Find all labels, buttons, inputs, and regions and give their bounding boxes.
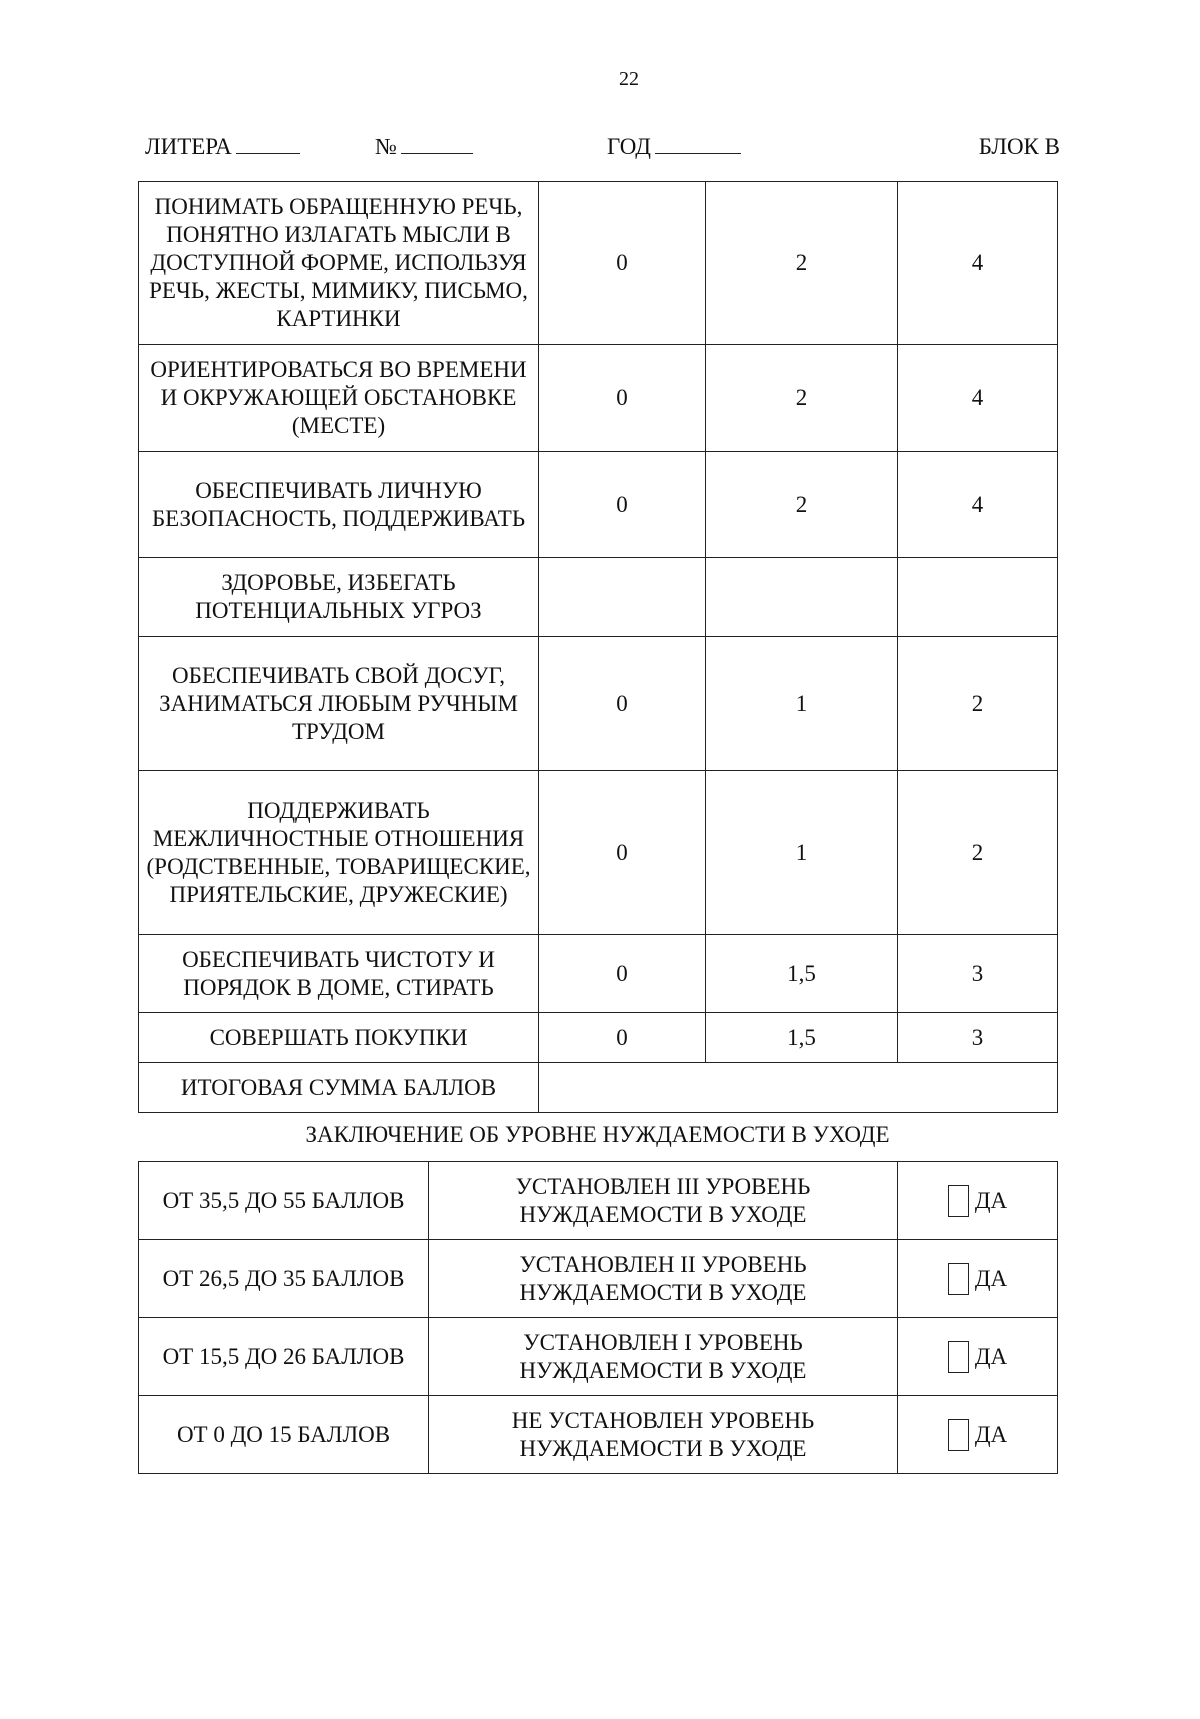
score-cell[interactable]: 0 bbox=[539, 771, 706, 935]
table-row bbox=[139, 935, 1058, 1013]
result-cell: НЕ УСТАНОВЛЕН УРОВЕНЬ НУЖДАЕМОСТИ В УХОДЕ bbox=[429, 1396, 898, 1474]
table-row bbox=[139, 558, 1058, 637]
number-field bbox=[375, 134, 473, 160]
range-cell: ОТ 0 ДО 15 БАЛЛОВ bbox=[139, 1396, 429, 1474]
score-cell[interactable]: 1,5 bbox=[706, 1013, 898, 1063]
litera-field bbox=[145, 134, 300, 160]
year-blank[interactable] bbox=[655, 135, 741, 154]
total-label: ИТОГОВАЯ СУММА БАЛЛОВ bbox=[139, 1063, 539, 1113]
table-row bbox=[139, 345, 1058, 452]
activity-cell: ЗДОРОВЬЕ, ИЗБЕГАТЬ ПОТЕНЦИАЛЬНЫХ УГРОЗ bbox=[139, 558, 539, 637]
activity-cell: ПОДДЕРЖИВАТЬ МЕЖЛИЧНОСТНЫЕ ОТНОШЕНИЯ (РОДСТВЕННЫЕ, ТОВАРИЩЕСКИЕ, ПРИЯТЕЛЬСКИЕ, ДРУЖЕСКИЕ) bbox=[139, 771, 539, 935]
score-table bbox=[138, 181, 1058, 1113]
score-cell[interactable]: 0 bbox=[539, 637, 706, 771]
page-number: 22 bbox=[619, 68, 639, 90]
table-row bbox=[139, 1396, 1058, 1474]
score-cell[interactable]: 0 bbox=[539, 182, 706, 345]
activity-cell: ОРИЕНТИРОВАТЬСЯ ВО ВРЕМЕНИ И ОКРУЖАЮЩЕЙ ОБСТАНОВКЕ (МЕСТЕ) bbox=[139, 345, 539, 452]
activity-cell: ОБЕСПЕЧИВАТЬ СВОЙ ДОСУГ, ЗАНИМАТЬСЯ ЛЮБЫМ РУЧНЫМ ТРУДОМ bbox=[139, 637, 539, 771]
score-cell[interactable]: 4 bbox=[898, 182, 1058, 345]
score-cell[interactable]: 3 bbox=[898, 1013, 1058, 1063]
table-row bbox=[139, 771, 1058, 935]
score-cell[interactable]: 4 bbox=[898, 345, 1058, 452]
table-row bbox=[139, 182, 1058, 345]
score-cell[interactable]: 2 bbox=[706, 452, 898, 558]
table-row bbox=[139, 452, 1058, 558]
score-cell[interactable]: 0 bbox=[539, 935, 706, 1013]
litera-blank[interactable] bbox=[236, 135, 300, 154]
number-blank[interactable] bbox=[401, 135, 473, 154]
activity-cell: ОБЕСПЕЧИВАТЬ ЛИЧНУЮ БЕЗОПАСНОСТЬ, ПОДДЕРЖИВАТЬ bbox=[139, 452, 539, 558]
table-row bbox=[139, 1162, 1058, 1240]
checkbox-label: ДА bbox=[974, 1343, 1008, 1369]
range-cell: ОТ 15,5 ДО 26 БАЛЛОВ bbox=[139, 1318, 429, 1396]
conclusion-title: ЗАКЛЮЧЕНИЕ ОБ УРОВНЕ НУЖДАЕМОСТИ В УХОДЕ bbox=[305, 1122, 890, 1147]
checkbox-label: ДА bbox=[974, 1421, 1008, 1447]
year-field bbox=[607, 134, 741, 160]
form-header bbox=[145, 134, 1060, 164]
score-cell[interactable]: 1 bbox=[706, 771, 898, 935]
score-cell[interactable]: 0 bbox=[539, 452, 706, 558]
table-row bbox=[139, 1013, 1058, 1063]
number-label: № bbox=[375, 134, 397, 159]
yes-checkbox-cell bbox=[898, 1318, 1058, 1396]
activity-cell: ОБЕСПЕЧИВАТЬ ЧИСТОТУ И ПОРЯДОК В ДОМЕ, СТИРАТЬ bbox=[139, 935, 539, 1013]
score-cell[interactable]: 2 bbox=[898, 637, 1058, 771]
score-cell[interactable]: 2 bbox=[898, 771, 1058, 935]
yes-checkbox-cell bbox=[898, 1162, 1058, 1240]
conclusion-table bbox=[138, 1161, 1058, 1474]
checkbox[interactable] bbox=[948, 1341, 969, 1373]
score-cell[interactable]: 1,5 bbox=[706, 935, 898, 1013]
result-cell: УСТАНОВЛЕН II УРОВЕНЬ НУЖДАЕМОСТИ В УХОДЕ bbox=[429, 1240, 898, 1318]
total-value-field[interactable] bbox=[539, 1063, 1058, 1113]
score-cell[interactable]: 2 bbox=[706, 345, 898, 452]
range-cell: ОТ 35,5 ДО 55 БАЛЛОВ bbox=[139, 1162, 429, 1240]
score-cell[interactable]: 4 bbox=[898, 452, 1058, 558]
yes-checkbox-cell bbox=[898, 1240, 1058, 1318]
checkbox-label: ДА bbox=[974, 1187, 1008, 1213]
total-row bbox=[139, 1063, 1058, 1113]
yes-checkbox-cell bbox=[898, 1396, 1058, 1474]
checkbox[interactable] bbox=[948, 1185, 969, 1217]
litera-label: ЛИТЕРА bbox=[145, 134, 232, 159]
activity-cell: ПОНИМАТЬ ОБРАЩЕННУЮ РЕЧЬ, ПОНЯТНО ИЗЛАГАТЬ МЫСЛИ В ДОСТУПНОЙ ФОРМЕ, ИСПОЛЬЗУЯ РЕЧЬ, ЖЕСТЫ, МИМИКУ, ПИСЬМО, КАРТИНКИ bbox=[139, 182, 539, 345]
score-cell[interactable]: 0 bbox=[539, 1013, 706, 1063]
score-cell[interactable]: 1 bbox=[706, 637, 898, 771]
block-label: БЛОК В bbox=[978, 134, 1060, 159]
score-cell[interactable] bbox=[539, 558, 706, 637]
activity-cell: СОВЕРШАТЬ ПОКУПКИ bbox=[139, 1013, 539, 1063]
checkbox[interactable] bbox=[948, 1419, 969, 1451]
score-cell[interactable] bbox=[706, 558, 898, 637]
range-cell: ОТ 26,5 ДО 35 БАЛЛОВ bbox=[139, 1240, 429, 1318]
score-cell[interactable]: 0 bbox=[539, 345, 706, 452]
checkbox-label: ДА bbox=[974, 1265, 1008, 1291]
year-label: ГОД bbox=[607, 134, 651, 159]
score-cell[interactable]: 2 bbox=[706, 182, 898, 345]
result-cell: УСТАНОВЛЕН I УРОВЕНЬ НУЖДАЕМОСТИ В УХОДЕ bbox=[429, 1318, 898, 1396]
score-cell[interactable]: 3 bbox=[898, 935, 1058, 1013]
checkbox[interactable] bbox=[948, 1263, 969, 1295]
table-row bbox=[139, 1240, 1058, 1318]
table-row bbox=[139, 637, 1058, 771]
result-cell: УСТАНОВЛЕН III УРОВЕНЬ НУЖДАЕМОСТИ В УХОДЕ bbox=[429, 1162, 898, 1240]
table-row bbox=[139, 1318, 1058, 1396]
score-cell[interactable] bbox=[898, 558, 1058, 637]
